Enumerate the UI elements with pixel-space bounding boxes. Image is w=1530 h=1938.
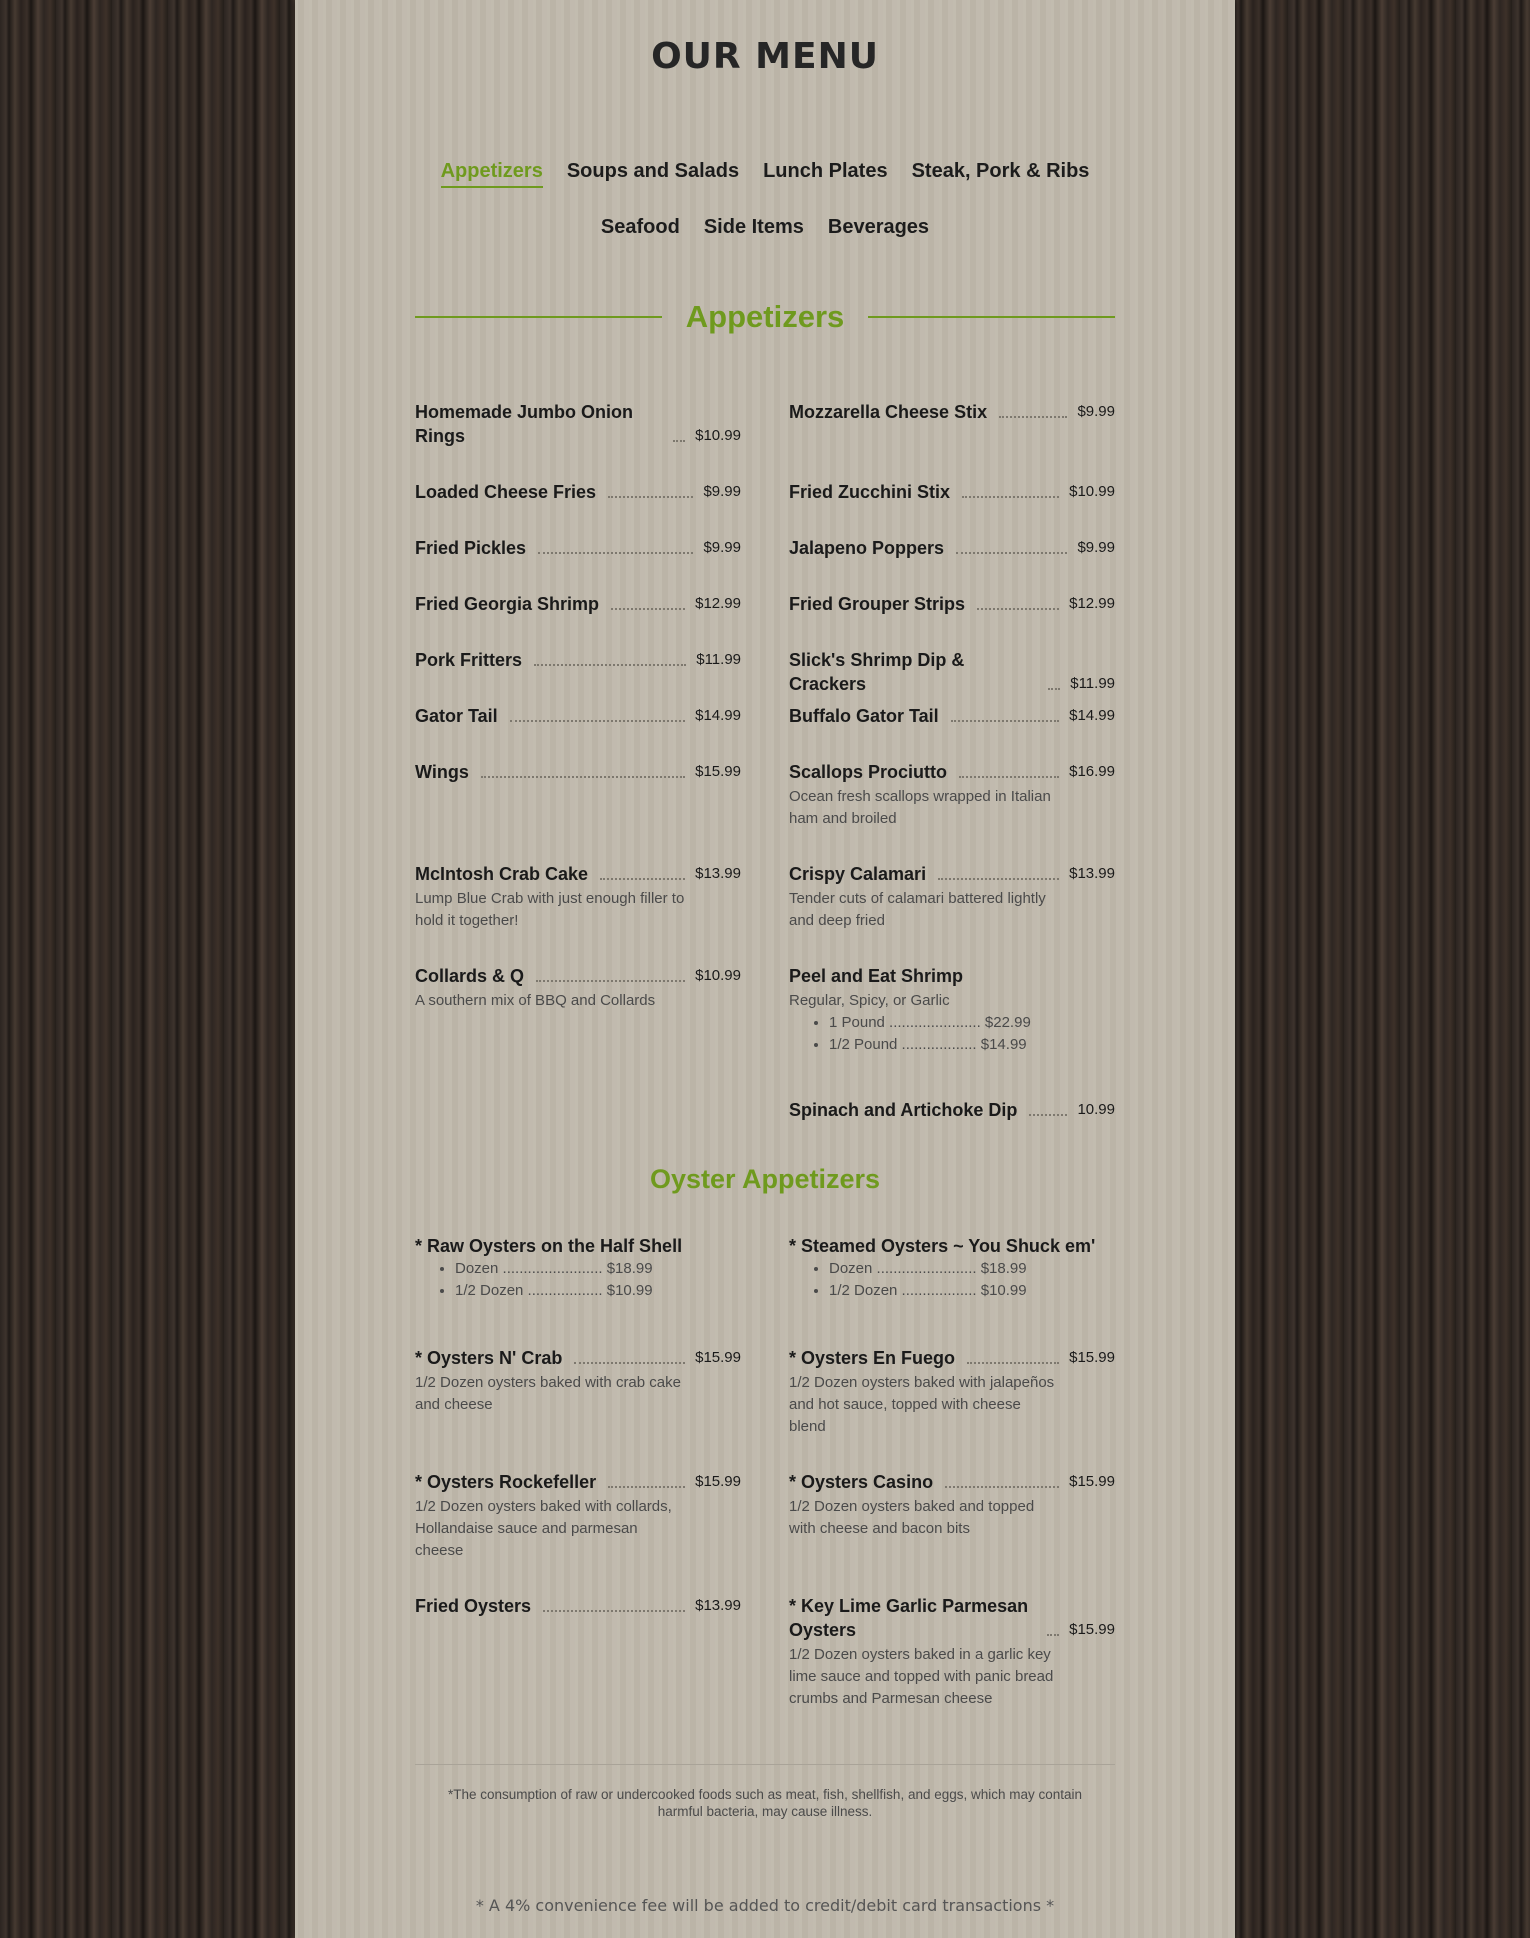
item-price: $9.99 (703, 539, 741, 556)
item-name: Fried Grouper Strips (789, 594, 966, 614)
item-description: 1/2 Dozen oysters baked with jalapeños and hot sauce, topped with cheese blend (789, 1374, 1055, 1435)
dot-leader (534, 664, 686, 666)
item-name: * Oysters En Fuego (789, 1348, 956, 1368)
item-header (789, 1234, 1115, 1258)
menu-item-wings (415, 760, 741, 784)
item-price: $16.99 (1069, 763, 1115, 780)
dot-leader (608, 1486, 685, 1488)
menu-item-jalapeno-poppers (789, 536, 1115, 560)
item-name: Buffalo Gator Tail (789, 706, 939, 726)
menu-item-oysters-casino (789, 1470, 1115, 1540)
dot-leader (543, 1610, 685, 1612)
item-price: $9.99 (703, 483, 741, 500)
menu-item-crispy-calamari (789, 862, 1115, 932)
item-price: $10.99 (695, 967, 741, 984)
item-description: Regular, Spicy, or Garlic (789, 992, 950, 1009)
menu-panel (295, 0, 1235, 1938)
item-description: Ocean fresh scallops wrapped in Italian ham and broiled (789, 788, 1051, 827)
item-price: $13.99 (695, 865, 741, 882)
dot-leader (673, 440, 685, 442)
dot-leader (938, 878, 1059, 880)
nav-appetizers[interactable]: Appetizers (441, 160, 543, 188)
item-description: Tender cuts of calamari battered lightly and deep fried (789, 890, 1046, 929)
item-description: 1/2 Dozen oysters baked and topped with cheese and bacon bits (789, 1498, 1035, 1537)
nav-seafood[interactable]: Seafood (600, 216, 680, 238)
item-name: Homemade Jumbo Onion Rings (415, 402, 634, 446)
item-header (789, 480, 1115, 504)
item-price: $13.99 (1069, 865, 1115, 882)
item-price: $15.99 (695, 1473, 741, 1490)
dot-leader (536, 980, 685, 982)
item-description: 1/2 Dozen oysters baked with crab cake and cheese (415, 1374, 681, 1413)
nav-side-items[interactable]: Side Items (703, 216, 804, 238)
dot-leader (977, 608, 1059, 610)
item-name: Fried Oysters (415, 1596, 532, 1616)
item-option: • Dozen ........................ $18.99 (455, 1258, 741, 1280)
item-header (789, 536, 1115, 560)
menu-item-peel-and-eat-shrimp (789, 964, 1115, 1056)
dot-leader (538, 552, 693, 554)
item-name: * Oysters Rockefeller (415, 1472, 597, 1492)
item-option: • Dozen ........................ $18.99 (829, 1258, 1115, 1280)
item-header (415, 964, 741, 988)
item-header (415, 704, 741, 728)
dot-leader (962, 496, 1059, 498)
item-options (789, 1012, 1115, 1056)
item-header (415, 1470, 741, 1494)
item-header (415, 1234, 741, 1258)
item-name: Fried Pickles (415, 538, 527, 558)
section-title: Appetizers (685, 299, 845, 334)
menu-item-buffalo-gator-tail (789, 704, 1115, 728)
dot-leader (1047, 1634, 1059, 1636)
dot-leader (611, 608, 685, 610)
category-nav-row-1 (335, 160, 1195, 188)
item-header (789, 1346, 1115, 1370)
item-name: Gator Tail (415, 706, 498, 726)
item-header (415, 1594, 741, 1618)
menu-item-gator-tail (415, 704, 741, 728)
item-header (789, 964, 1115, 988)
item-name: Loaded Cheese Fries (415, 482, 597, 502)
item-price: 10.99 (1077, 1101, 1115, 1118)
item-description: 1/2 Dozen oysters baked with collards, Hollandaise sauce and parmesan cheese (415, 1498, 672, 1559)
item-option: • 1 Pound ...................... $22.99 (829, 1012, 1115, 1034)
item-price: $15.99 (695, 1349, 741, 1366)
category-nav-row-2 (335, 216, 1195, 242)
item-name: McIntosh Crab Cake (415, 864, 589, 884)
item-name: * Key Lime Garlic Parmesan Oysters (789, 1596, 1029, 1640)
item-name: * Oysters N' Crab (415, 1348, 563, 1368)
item-name: Crispy Calamari (789, 864, 927, 884)
menu-item-spinach-and-artichoke-dip (789, 1098, 1115, 1122)
item-name: Collards & Q (415, 966, 525, 986)
item-options (789, 1258, 1115, 1302)
item-name: Wings (415, 762, 469, 782)
oyster-section-title: Oyster Appetizers (649, 1164, 881, 1194)
nav-lunch-plates[interactable]: Lunch Plates (763, 160, 888, 182)
item-price: $15.99 (695, 763, 741, 780)
menu-item-fried-zucchini-stix (789, 480, 1115, 504)
nav-soups-and-salads[interactable]: Soups and Salads (566, 160, 740, 182)
page-title: OUR MENU (651, 36, 879, 77)
dot-leader (956, 552, 1067, 554)
item-name: Fried Zucchini Stix (789, 482, 951, 502)
item-name: Slick's Shrimp Dip & Crackers (789, 650, 965, 694)
item-header (789, 648, 1115, 696)
item-header (789, 1470, 1115, 1494)
dot-leader (951, 720, 1059, 722)
dot-leader (945, 1486, 1059, 1488)
footer-divider (415, 1764, 1115, 1765)
dot-leader (574, 1362, 685, 1364)
item-name: Spinach and Artichoke Dip (789, 1100, 1018, 1120)
item-option: • 1/2 Dozen .................. $10.99 (829, 1280, 1115, 1302)
item-price: $15.99 (1069, 1473, 1115, 1490)
item-options (415, 1258, 741, 1302)
dot-leader (481, 776, 685, 778)
dot-leader (967, 1362, 1059, 1364)
item-price: $15.99 (1069, 1621, 1115, 1638)
menu-item-fried-georgia-shrimp (415, 592, 741, 616)
item-header (415, 862, 741, 886)
menu-item-fried-oysters (415, 1594, 741, 1618)
item-header (789, 400, 1115, 424)
item-description: 1/2 Dozen oysters baked in a garlic key lime sauce and topped with panic bread crumbs and Parmesan cheese (789, 1646, 1054, 1707)
menu-item-collards-q (415, 964, 741, 1012)
item-header (415, 480, 741, 504)
menu-item-key-lime-garlic-parmesan-oysters (789, 1594, 1115, 1710)
item-price: $11.99 (1070, 675, 1115, 692)
item-header (415, 1346, 741, 1370)
item-description: Lump Blue Crab with just enough filler to hold it together! (415, 890, 685, 929)
item-price: $15.99 (1069, 1349, 1115, 1366)
item-name: Pork Fritters (415, 650, 523, 670)
menu-item-loaded-cheese-fries (415, 480, 741, 504)
item-price: $10.99 (1069, 483, 1115, 500)
dot-leader (999, 416, 1067, 418)
item-header (789, 1594, 1115, 1642)
item-header (415, 536, 741, 560)
item-header (415, 760, 741, 784)
dot-leader (608, 496, 693, 498)
item-header (789, 592, 1115, 616)
section-heading (415, 295, 1115, 339)
item-header (415, 648, 741, 672)
item-name: Jalapeno Poppers (789, 538, 945, 558)
nav-steak-pork-ribs[interactable]: Steak, Pork & Ribs (911, 160, 1090, 182)
menu-item-mcintosh-crab-cake (415, 862, 741, 932)
item-name: * Raw Oysters on the Half Shell (415, 1236, 683, 1256)
heading-rule-right (868, 316, 1115, 318)
convenience-fee-note: * A 4% convenience fee will be added to credit/debit card transactions * (475, 1896, 1055, 1915)
item-header (789, 1098, 1115, 1122)
menu-item-steamed-oysters-you-shuck-em (789, 1234, 1115, 1302)
item-header (789, 760, 1115, 784)
item-name: Peel and Eat Shrimp (789, 966, 964, 986)
menu-item-homemade-jumbo-onion-rings (415, 400, 741, 448)
dot-leader (600, 878, 685, 880)
item-name: * Oysters Casino (789, 1472, 934, 1492)
item-name: Fried Georgia Shrimp (415, 594, 600, 614)
nav-beverages[interactable]: Beverages (827, 216, 930, 238)
dot-leader (959, 776, 1059, 778)
item-price: $11.99 (696, 651, 741, 668)
dot-leader (1048, 688, 1060, 690)
item-option: • 1/2 Dozen .................. $10.99 (455, 1280, 741, 1302)
raw-food-disclaimer: *The consumption of raw or undercooked foods such as meat, fish, shellfish, and eggs, which may contain harmful bacteria, may cause illness. (447, 1787, 1083, 1819)
item-option: • 1/2 Pound .................. $14.99 (829, 1034, 1115, 1056)
heading-rule-left (415, 316, 662, 318)
menu-item-fried-pickles (415, 536, 741, 560)
menu-item-pork-fritters (415, 648, 741, 672)
menu-item-oysters-n-crab (415, 1346, 741, 1416)
item-header (415, 400, 741, 448)
menu-item-scallops-prociutto (789, 760, 1115, 830)
dot-leader (1029, 1114, 1067, 1116)
item-name: Mozzarella Cheese Stix (789, 402, 988, 422)
menu-item-oysters-rockefeller (415, 1470, 741, 1562)
menu-item-oysters-en-fuego (789, 1346, 1115, 1438)
dot-leader (510, 720, 685, 722)
item-price: $13.99 (695, 1597, 741, 1614)
item-name: * Steamed Oysters ~ You Shuck em' (789, 1236, 1096, 1256)
item-header (789, 704, 1115, 728)
menu-item-slick-s-shrimp-dip-crackers (789, 648, 1115, 696)
item-price: $10.99 (695, 427, 741, 444)
menu-item-mozzarella-cheese-stix (789, 400, 1115, 424)
item-header (789, 862, 1115, 886)
menu-item-fried-grouper-strips (789, 592, 1115, 616)
item-description: A southern mix of BBQ and Collards (415, 992, 656, 1009)
item-header (415, 592, 741, 616)
item-price: $14.99 (695, 707, 741, 724)
item-price: $14.99 (1069, 707, 1115, 724)
menu-item-raw-oysters-on-the-half-shell (415, 1234, 741, 1302)
item-price: $12.99 (1069, 595, 1115, 612)
item-price: $9.99 (1077, 539, 1115, 556)
item-name: Scallops Prociutto (789, 762, 948, 782)
item-price: $12.99 (695, 595, 741, 612)
item-price: $9.99 (1077, 403, 1115, 420)
